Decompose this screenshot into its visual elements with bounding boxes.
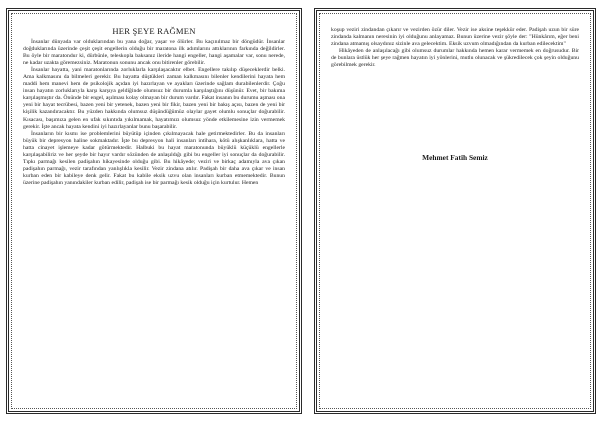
paragraph: İnsanlar dünyada var olduklarından bu yana doğar, yaşar ve ölürler. Bu kaçınılmaz bir döngüdür. İnsanlar doğduklarında üzerinde çeşit çeşit engellerin olduğu bir maratona ilk adımlarını attıklarının farkında değildirler. Bu öyle bir maratondur ki, dürbünle, teleskopla baksanız ileride hangi engeller, hangi aşamalar var, sonu nerede, ne kadar uzakta göremezsiniz. Maratonun sonunu ancak onu bitirenler görebilir. [23,39,285,67]
right-page-body [331,27,579,69]
left-page-body [23,39,285,399]
author-signature: Mehmet Fatih Semiz [422,153,488,162]
right-page [314,8,596,414]
paragraph-continuation: koşup veziri zindandan çıkarır ve vezirden özür diler. Vezir ise aksine teşekkür eder. Padişah uzun bir süre zindanda kalmanın neresinin iyi olduğunu anlayamaz. Bunun üzerine vezir şöyle der: "Hünkârım, eğer beni zindana atmamış olsaydınız sizinle ava gelecektim. Eksik uzvum olmadığından da kurban edilecektim" [331,27,579,48]
paragraph: İnsanların bir kısmı ise problemlerini büyütüp içinden çıkılmayacak hale getirmektedirler. Bu da insanları büyük bir depresyon haline sokmaktadır. İşte bu depresyon hali insanları intihara, kötü alışkanlıklara, hatta ve hatta cinayet işlemeye kadar götürmektedir. Halbuki bu hayat maratonunda büyüklü küçüklü engellerle karşılaşabiliriz ve her şeyde bir hayır vardır sözünden de anlaşıldığı gibi bu engeller iyi sonuçlar da doğurabilir. Tıpkı parmağı kesilen padişahın hikayesinde olduğu gibi. Bu hikâyede; veziri ve birkaç adamıyla ava çıkan padişahın parmağı, vezir tarafından yanlışlıkla kesilir. Vezir zindana atılır. Padişah bir daha ava çıkar ve insan kurban eden bir kabileye denk gelir. Fakat bu kabile eksik uzvu olan insanları kurban etmemektedir. Bunun üzerine padişahın yanındakiler kurban edilir, padişah ise bir parmağı kesik olduğu için kurtulur. Hemen [23,130,285,186]
left-page [6,8,302,414]
paragraph: Hikâyeden de anlaşılacağı gibi olumsuz durumlar hakkında hemen karar vermemek en doğrusudur. Bir de bunlara üstlük her şeye rağmen hayatın iyi yönlerini, mutlu olunacak ve şükredilecek çok şeyin olduğunu görebilmek gerekir. [331,48,579,69]
paragraph: İnsanlar hayatta, yani maratonlarında zorluklarla karşılaşacaktır elbet. Engellere takılıp düşeceklerdir belki. Ama kalkmasını da bilmeleri gerekir. Bu hayatta düştükleri zaman kalkmasını bilenler kendilerini hayata hem maddi hem manevi hem de psikolojik açıdan iyi hazırlayan ve ayakları üzerinde sağlam durabilenlerdir. Çoğu insan hayatın zorluklarıyla karşı karşıya geldiğinde olumsuz bir durumla karşılaştığını düşünür. Evet, bir bakıma karşılaşmıştır da. Önünde bir engel, aşılması kolay olmayan bir durum vardır. Fakat insanın bu durumu aşması ona yeni bir hayat tecrübesi, bazen yeni bir yetenek, bazen yeni bir fikir, bazen yeni bir bakış açısı, bazen de yeni bir kişilik kazandıracaktır. Bu yüzden hakkında olumsuz düşündüğümüz olaylar gayet olumlu sonuçlar doğurabilir. Kısacası, başımıza gelen en ufak sıkıntıda yıkılmamak, hayatımızı olumsuz yönde etkilemesine izin vermemek gerekir. İşte ancak hayata kendini iyi hazırlayanlar bunu başarabilir. [23,67,285,130]
essay-title: HER ŞEYE RAĞMEN [112,26,196,36]
